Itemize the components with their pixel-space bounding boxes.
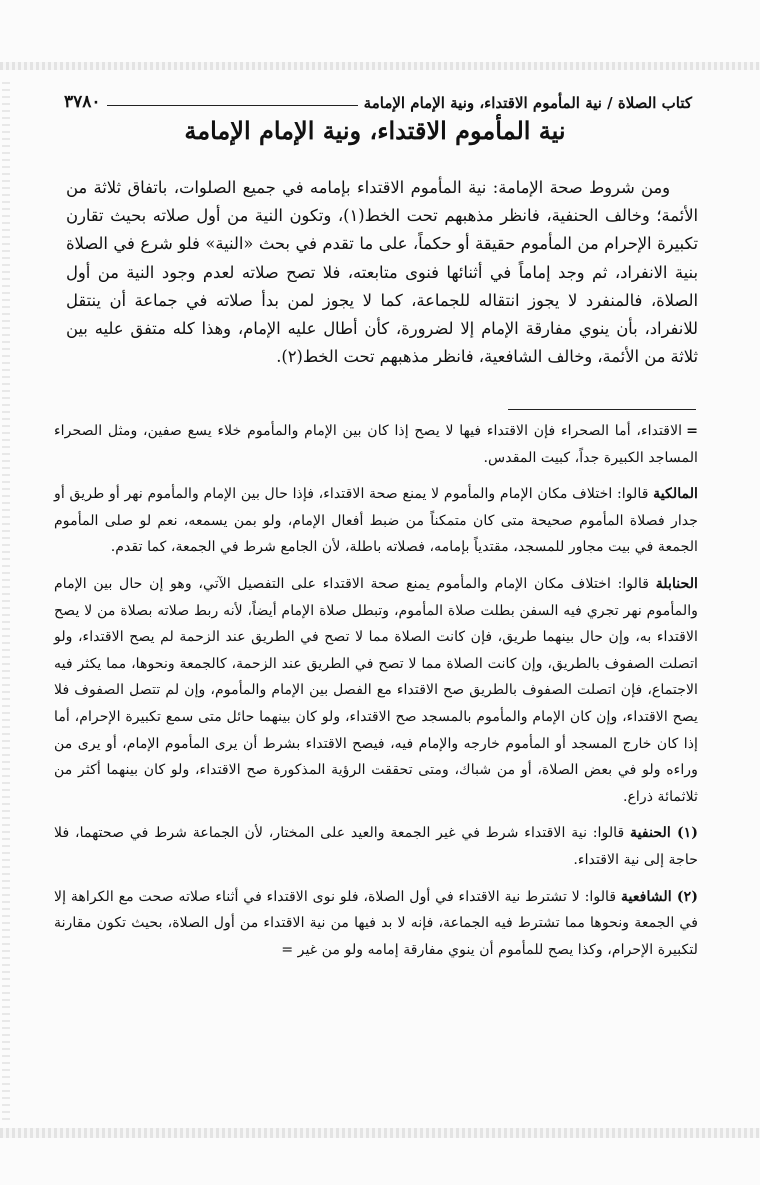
footnote-text: الاقتداء، أما الصحراء فإن الاقتداء فيها لا يصح إذا كان بين الإمام والمأموم خلاء يسع صفين، ومثل الصحراء المساجد الكبيرة جداً، كبيت المقدس. <box>54 423 698 466</box>
scan-edge-bottom <box>0 1128 760 1138</box>
footnote-divider <box>508 409 696 410</box>
header-rule <box>107 95 358 106</box>
footnote-lead: (٢) الشافعية <box>620 888 698 905</box>
footnotes <box>54 418 698 973</box>
footnote-lead: (١) الحنفية <box>630 825 699 842</box>
footnote-text: قالوا: اختلاف مكان الإمام والمأموم لا يمنع صحة الاقتداء، فإذا حال بين الإمام والمأموم نهر أو طريق أو جدار فصلاة المأموم صحيحة متى كان متمكناً من ضبط أفعال الإمام، ولو بمن يسمعه، نعم لو صلى المأموم الجمعة في بيت مجاور للمسجد، مقتدياً بإمامه، فصلاته باطلة، لأن الجامع شرط في الجمعة، كما تقدم. <box>54 486 698 556</box>
footnote-malikiyya <box>54 481 698 561</box>
scan-edge-side <box>2 80 10 1120</box>
running-title: كتاب الصلاة / نية المأموم الاقتداء، ونية الإمام الإمامة <box>363 94 692 112</box>
footnote-lead: المالكية <box>653 486 698 503</box>
running-header <box>58 88 692 112</box>
continuation-mark: = <box>686 423 698 439</box>
main-paragraph-text: ومن شروط صحة الإمامة: نية المأموم الاقتداء بإمامه في جميع الصلوات، باتفاق ثلاثة من الأئمة؛ وخالف الحنفية، فانظر مذهبهم تحت الخط(١)، وتكون النية من أول صلاته بحيث تقارن تكبيرة الإحرام من المأموم حقيقة أو حكماً، على ما تقدم في بحث «النية» فلو شرع في الصلاة بنية الانفراد، ثم وجد إماماً في أثنائها فنوى متابعته، فلا تصح صلاته لعدم وجود النية من أول الصلاة، فالمنفرد لا يجوز انتقاله للجماعة، كما لا يجوز لمن بدأ صلاته في جماعة أن ينتقل للانفراد، بأن ينوي مفارقة الإمام إلا لضرورة، كأن أطال عليه الإمام، وهذا كله متفق عليه بين ثلاثة من الأئمة، وخالف الشافعية، فانظر مذهبهم تحت الخط(٢). <box>66 178 699 367</box>
footnote-2-shafiiyya <box>54 884 698 964</box>
footnote-text: قالوا: اختلاف مكان الإمام والمأموم يمنع صحة الاقتداء على التفصيل الآتي، وهو إن حال بين الإمام والمأموم نهر تجري فيه السفن بطلت صلاة المأموم، وتبطل صلاة الإمام أيضاً، لأنه ربط صلاته بصلاة من لا يصح الاقتداء به، وإن حال بينهما طريق، فإن كانت الصلاة مما لا تصح في الطريق عند الزحمة لم يصح الاقتداء، ولو اتصلت الصفوف بالطريق، وإن كانت الصلاة مما لا تصح في الطريق عند الزحمة، كالجمعة ونحوها، مما يكثر فيه الاجتماع، فإن اتصلت الصفوف بالطريق صح الاقتداء مع الفصل بين الإمام والمأموم، وإن لم تتصل الصفوف فلا يصح الاقتداء، وإن كان الإمام والمأموم بالمسجد صح الاقتداء، ولو كان بينهما حائل متى سمع تكبيرة الإحرام، أما إذا كان خارج المسجد أو المأموم خارجه والإمام فيه، فيصح الاقتداء بشرط أن يرى المأموم الإمام، أو يرى من وراءه ولو في بعض الصلاة، أو من شباك، ومتى تحققت الرؤية المذكورة صح الاقتداء، ولو كان بينهما أكثر من ثلاثمائة ذراع. <box>54 575 698 805</box>
footnote-lead: الحنابلة <box>655 575 698 592</box>
footnote-text: قالوا: نية الاقتداء شرط في غير الجمعة والعيد على المختار، لأن الجماعة شرط في صحتهما، فلا حاجة إلى نية الاقتداء. <box>54 825 698 868</box>
main-paragraph <box>66 174 698 371</box>
section-title: نية المأموم الاقتداء، ونية الإمام الإمامة <box>184 116 566 145</box>
footnote-hanabila <box>54 571 698 810</box>
footnote-1-hanafiyya <box>54 820 698 873</box>
page-number: ٣٧٨٠ <box>64 92 101 112</box>
footnote-continuation <box>54 418 698 471</box>
footnote-text: قالوا: لا تشترط نية الاقتداء في أول الصلاة، فلو نوى الاقتداء في أثناء صلاته صحت مع الكراهة إلا في الجمعة ونحوها مما تشترط فيه الجماعة، فإنه لا بد فيها من نية الاقتداء من أول الصلاة، بحيث تكون مقارنة لتكبيرة الإحرام، وكذا يصح للمأموم أن ينوي مفارقة إمامه ولو من غير = <box>54 888 698 958</box>
scan-edge-top <box>0 62 760 70</box>
